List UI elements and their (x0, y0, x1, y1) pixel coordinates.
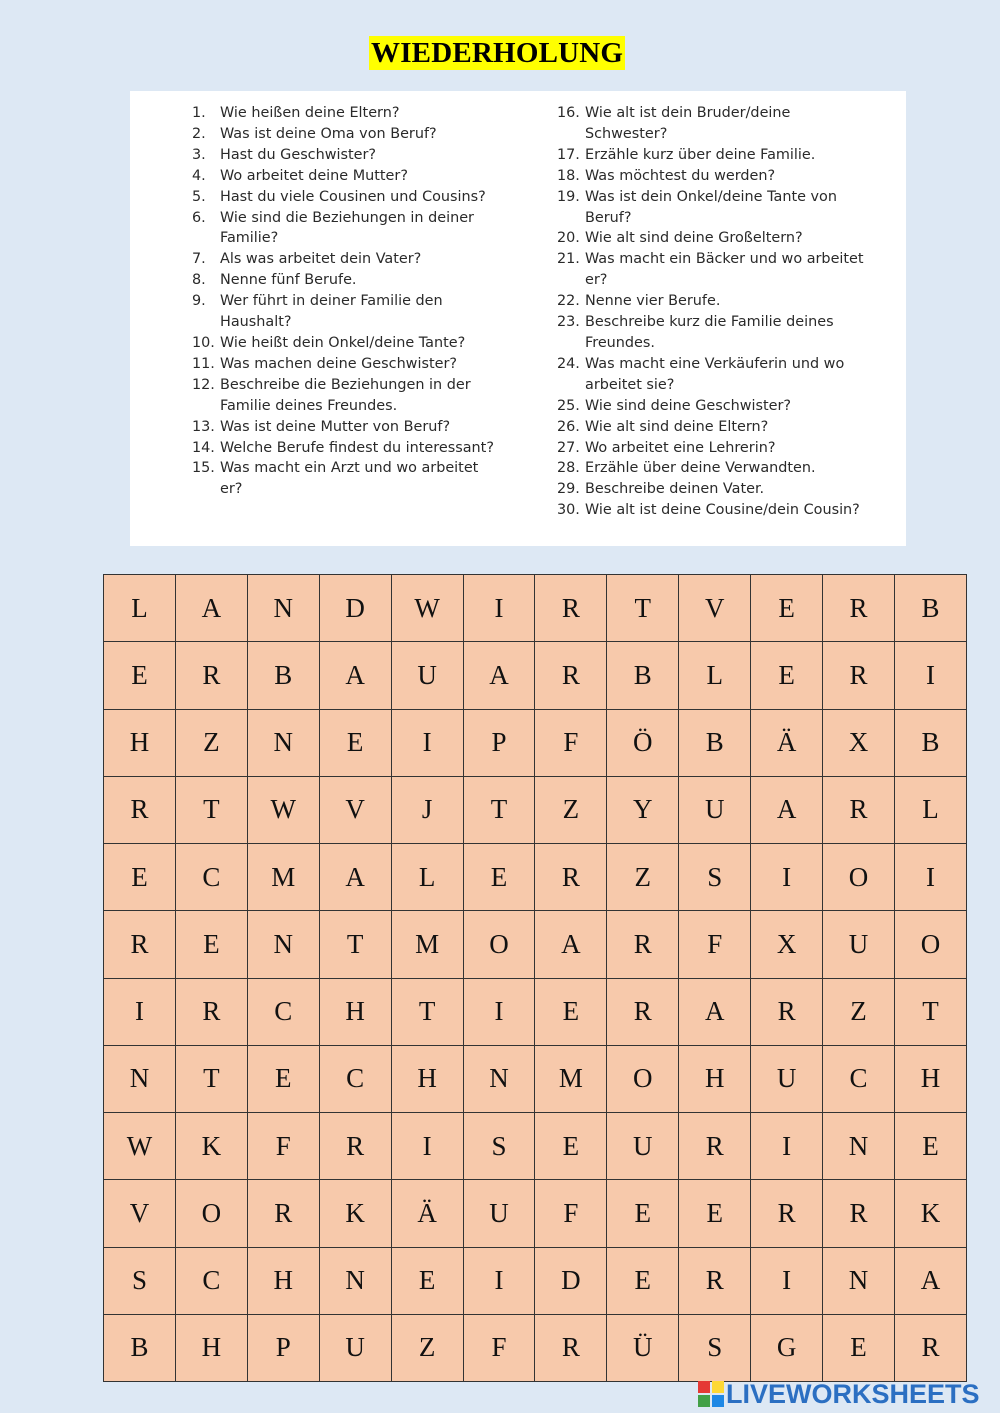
grid-cell[interactable]: E (535, 1113, 607, 1180)
question-text: Wie sind deine Geschwister? (585, 397, 792, 414)
grid-cell[interactable]: A (319, 844, 391, 911)
grid-cell[interactable]: R (607, 911, 679, 978)
grid-cell[interactable]: H (391, 1045, 463, 1112)
grid-cell[interactable]: A (319, 642, 391, 709)
question-text: Beschreibe kurz die Familie deines Freundes. (585, 314, 834, 351)
question-number: 4. (192, 167, 206, 184)
question-number: 25. (557, 397, 580, 414)
grid-cell[interactable]: U (751, 1045, 823, 1112)
grid-cell[interactable]: N (247, 575, 319, 642)
grid-row (104, 1314, 967, 1381)
grid-cell[interactable]: F (535, 1180, 607, 1247)
question-number: 17. (557, 146, 580, 163)
question-text: Was macht ein Bäcker und wo arbeitet er? (585, 251, 864, 289)
grid-cell[interactable]: N (823, 1113, 895, 1180)
grid-cell[interactable]: Z (391, 1314, 463, 1381)
grid-cell[interactable]: E (823, 1314, 895, 1381)
question-number: 22. (557, 293, 580, 310)
grid-cell[interactable]: R (104, 776, 176, 843)
question-text: Wie sind die Beziehungen in deiner Familie? (220, 209, 474, 247)
question-number: 29. (557, 481, 580, 498)
grid-cell[interactable]: W (247, 776, 319, 843)
grid-cell[interactable]: C (175, 844, 247, 911)
grid-cell[interactable]: U (319, 1314, 391, 1381)
question-number: 11. (192, 355, 215, 372)
grid-cell[interactable]: S (463, 1113, 535, 1180)
grid-cell[interactable]: C (319, 1045, 391, 1112)
question-item (557, 166, 867, 187)
question-text: Was macht eine Verkäuferin und wo arbeitet sie? (585, 355, 845, 393)
grid-cell[interactable]: U (391, 642, 463, 709)
question-text: Wer führt in deiner Familie den Haushalt? (220, 293, 443, 331)
question-item (192, 145, 502, 166)
grid-cell[interactable]: B (607, 642, 679, 709)
grid-cell[interactable]: M (391, 911, 463, 978)
question-number: 12. (192, 376, 215, 393)
question-number: 26. (557, 418, 580, 435)
grid-cell[interactable]: P (247, 1314, 319, 1381)
question-text: Wo arbeitet deine Mutter? (220, 167, 408, 184)
question-number: 5. (192, 188, 206, 205)
grid-cell[interactable]: E (607, 1247, 679, 1314)
question-text: Erzähle über deine Verwandten. (585, 460, 816, 477)
question-item (192, 333, 502, 354)
page-title: WIEDERHOLUNG (371, 37, 624, 69)
grid-cell[interactable]: N (463, 1045, 535, 1112)
grid-cell[interactable]: H (104, 709, 176, 776)
grid-cell[interactable]: T (175, 776, 247, 843)
grid-cell[interactable]: F (535, 709, 607, 776)
grid-cell[interactable]: I (104, 978, 176, 1045)
grid-cell[interactable]: R (894, 1314, 966, 1381)
grid-cell[interactable]: L (104, 575, 176, 642)
question-text: Erzähle kurz über deine Familie. (585, 146, 816, 163)
grid-cell[interactable]: E (751, 575, 823, 642)
grid-cell[interactable]: E (247, 1045, 319, 1112)
question-item (557, 145, 867, 166)
question-number: 28. (557, 460, 580, 477)
grid-cell[interactable]: A (463, 642, 535, 709)
question-item (192, 166, 502, 187)
grid-cell[interactable]: O (894, 911, 966, 978)
question-item (557, 103, 867, 145)
grid-cell[interactable]: E (104, 844, 176, 911)
grid-cell[interactable]: O (607, 1045, 679, 1112)
grid-cell[interactable]: A (679, 978, 751, 1045)
question-number: 24. (557, 355, 580, 372)
grid-cell[interactable]: D (319, 575, 391, 642)
grid-row (104, 1247, 967, 1314)
grid-cell[interactable]: R (319, 1113, 391, 1180)
grid-cell[interactable]: M (535, 1045, 607, 1112)
grid-cell[interactable]: U (823, 911, 895, 978)
grid-row (104, 1180, 967, 1247)
grid-row (104, 776, 967, 843)
grid-row (104, 911, 967, 978)
question-item (192, 270, 502, 291)
grid-cell[interactable]: R (607, 978, 679, 1045)
grid-cell[interactable]: R (751, 978, 823, 1045)
grid-cell[interactable]: B (104, 1314, 176, 1381)
grid-cell[interactable]: R (823, 575, 895, 642)
grid-cell[interactable]: T (607, 575, 679, 642)
grid-cell[interactable]: N (247, 709, 319, 776)
grid-cell[interactable]: E (391, 1247, 463, 1314)
grid-cell[interactable]: L (679, 642, 751, 709)
grid-cell[interactable]: A (894, 1247, 966, 1314)
question-item (192, 208, 502, 250)
grid-cell[interactable]: Y (607, 776, 679, 843)
grid-cell[interactable]: L (391, 844, 463, 911)
grid-cell[interactable]: V (319, 776, 391, 843)
grid-cell[interactable]: R (823, 1180, 895, 1247)
grid-cell[interactable]: P (463, 709, 535, 776)
question-item (192, 124, 502, 145)
grid-cell[interactable]: H (247, 1247, 319, 1314)
question-text: Wie heißt dein Onkel/deine Tante? (220, 334, 466, 351)
question-text: Was macht ein Arzt und wo arbeitet er? (220, 460, 479, 498)
grid-cell[interactable]: Ä (751, 709, 823, 776)
grid-row (104, 1045, 967, 1112)
grid-cell[interactable]: F (679, 911, 751, 978)
question-column-right (557, 103, 867, 521)
question-item (557, 479, 867, 500)
question-number: 8. (192, 272, 206, 289)
question-text: Hast du Geschwister? (220, 146, 377, 163)
question-text: Wie alt sind deine Eltern? (585, 418, 769, 435)
question-item (192, 103, 502, 124)
grid-cell[interactable]: J (391, 776, 463, 843)
question-item (557, 291, 867, 312)
question-number: 1. (192, 105, 206, 121)
question-text: Wo arbeitet eine Lehrerin? (585, 439, 776, 456)
grid-cell[interactable]: R (535, 642, 607, 709)
question-text: Beschreibe die Beziehungen in der Familie deines Freundes. (220, 376, 471, 414)
question-text: Welche Berufe findest du interessant? (220, 439, 494, 456)
question-item (557, 249, 867, 291)
grid-cell[interactable]: E (607, 1180, 679, 1247)
liveworksheets-wordmark: LIVEWORKSHEETS (726, 1378, 980, 1409)
question-number: 18. (557, 167, 580, 184)
grid-cell[interactable]: K (894, 1180, 966, 1247)
grid-cell[interactable]: R (535, 575, 607, 642)
grid-cell[interactable]: I (751, 1113, 823, 1180)
grid-cell[interactable]: Z (823, 978, 895, 1045)
question-number: 14. (192, 439, 215, 456)
question-item (557, 396, 867, 417)
question-number: 6. (192, 209, 206, 226)
question-item (192, 291, 502, 333)
grid-cell[interactable]: T (463, 776, 535, 843)
grid-cell[interactable]: E (463, 844, 535, 911)
question-text: Wie alt ist deine Cousine/dein Cousin? (585, 502, 860, 519)
grid-cell[interactable]: T (894, 978, 966, 1045)
question-item (192, 438, 502, 459)
grid-cell[interactable]: C (823, 1045, 895, 1112)
grid-row (104, 575, 967, 642)
grid-cell[interactable]: I (391, 1113, 463, 1180)
question-item (557, 187, 867, 229)
grid-cell[interactable]: R (175, 978, 247, 1045)
grid-cell[interactable]: H (894, 1045, 966, 1112)
grid-cell[interactable]: E (319, 709, 391, 776)
grid-cell[interactable]: S (679, 844, 751, 911)
question-number: 3. (192, 146, 206, 163)
grid-cell[interactable]: R (679, 1247, 751, 1314)
grid-cell[interactable]: S (679, 1314, 751, 1381)
grid-cell[interactable]: Z (175, 709, 247, 776)
grid-cell[interactable]: E (679, 1180, 751, 1247)
grid-cell[interactable]: O (175, 1180, 247, 1247)
grid-cell[interactable]: W (391, 575, 463, 642)
grid-cell[interactable]: C (175, 1247, 247, 1314)
question-item (557, 438, 867, 459)
grid-cell[interactable]: B (894, 575, 966, 642)
question-text: Beschreibe deinen Vater. (585, 481, 765, 498)
question-number: 13. (192, 418, 215, 435)
question-item (192, 354, 502, 375)
grid-cell[interactable]: B (894, 709, 966, 776)
grid-cell[interactable]: V (679, 575, 751, 642)
question-number: 10. (192, 334, 215, 351)
question-item (192, 375, 502, 417)
question-column-left (192, 103, 502, 500)
grid-cell[interactable]: X (751, 911, 823, 978)
grid-cell[interactable]: A (175, 575, 247, 642)
grid-cell[interactable]: R (104, 911, 176, 978)
question-number: 9. (192, 293, 206, 310)
grid-cell[interactable]: A (751, 776, 823, 843)
grid-row (104, 844, 967, 911)
question-number: 27. (557, 439, 580, 456)
grid-cell[interactable]: O (463, 911, 535, 978)
grid-cell[interactable]: I (463, 1247, 535, 1314)
grid-cell[interactable]: I (751, 844, 823, 911)
grid-cell[interactable]: F (247, 1113, 319, 1180)
question-item (557, 500, 867, 521)
grid-cell[interactable]: K (319, 1180, 391, 1247)
grid-cell[interactable]: T (319, 911, 391, 978)
grid-cell[interactable]: O (823, 844, 895, 911)
grid-cell[interactable]: X (823, 709, 895, 776)
question-text: Was ist deine Mutter von Beruf? (220, 418, 451, 435)
question-item (557, 228, 867, 249)
question-item (192, 187, 502, 208)
grid-cell[interactable]: D (535, 1247, 607, 1314)
question-number: 15. (192, 460, 215, 477)
grid-cell[interactable]: I (894, 642, 966, 709)
question-number: 23. (557, 314, 580, 331)
question-list (130, 91, 906, 546)
question-item (192, 249, 502, 270)
grid-cell[interactable]: E (535, 978, 607, 1045)
grid-cell[interactable]: U (463, 1180, 535, 1247)
grid-cell[interactable]: T (391, 978, 463, 1045)
question-text: Was ist deine Oma von Beruf? (220, 125, 437, 142)
grid-cell[interactable]: R (175, 642, 247, 709)
grid-cell[interactable]: B (247, 642, 319, 709)
question-item (192, 458, 502, 500)
grid-cell[interactable]: E (894, 1113, 966, 1180)
question-item (557, 417, 867, 438)
grid-cell[interactable]: E (104, 642, 176, 709)
question-text: Hast du viele Cousinen und Cousins? (220, 188, 486, 205)
question-text: Als was arbeitet dein Vater? (220, 251, 422, 268)
grid-cell[interactable]: A (535, 911, 607, 978)
question-text: Wie alt ist dein Bruder/deine Schwester? (585, 105, 791, 142)
grid-cell[interactable]: Ü (607, 1314, 679, 1381)
grid-cell[interactable]: I (751, 1247, 823, 1314)
grid-cell[interactable]: R (751, 1180, 823, 1247)
question-text: Was machen deine Geschwister? (220, 355, 458, 372)
grid-cell[interactable]: R (247, 1180, 319, 1247)
question-number: 16. (557, 105, 580, 121)
question-text: Was ist dein Onkel/deine Tante von Beruf? (585, 188, 837, 226)
grid-cell[interactable]: I (894, 844, 966, 911)
grid-cell[interactable]: R (823, 776, 895, 843)
question-number: 21. (557, 251, 580, 268)
grid-row (104, 978, 967, 1045)
question-number: 30. (557, 502, 580, 519)
grid-cell[interactable]: R (823, 642, 895, 709)
grid-cell[interactable]: E (751, 642, 823, 709)
grid-cell[interactable]: H (679, 1045, 751, 1112)
grid-cell[interactable]: E (175, 911, 247, 978)
question-item (557, 354, 867, 396)
grid-cell[interactable]: U (607, 1113, 679, 1180)
grid-cell[interactable]: Z (607, 844, 679, 911)
liveworksheets-logo[interactable] (698, 1379, 980, 1409)
question-number: 2. (192, 125, 206, 142)
question-number: 19. (557, 188, 580, 205)
grid-cell[interactable]: L (894, 776, 966, 843)
grid-cell[interactable]: C (247, 978, 319, 1045)
grid-cell[interactable]: Ä (391, 1180, 463, 1247)
question-number: 7. (192, 251, 206, 268)
grid-cell[interactable]: R (535, 844, 607, 911)
grid-cell[interactable]: H (319, 978, 391, 1045)
question-text: Was möchtest du werden? (585, 167, 776, 184)
grid-cell[interactable]: R (535, 1314, 607, 1381)
question-number: 20. (557, 230, 580, 247)
grid-cell[interactable]: R (679, 1113, 751, 1180)
grid-cell[interactable]: N (104, 1045, 176, 1112)
question-text: Nenne vier Berufe. (585, 293, 721, 310)
grid-row (104, 709, 967, 776)
grid-cell[interactable]: I (391, 709, 463, 776)
grid-cell[interactable]: F (463, 1314, 535, 1381)
grid-cell[interactable]: G (751, 1314, 823, 1381)
grid-cell[interactable]: I (463, 978, 535, 1045)
grid-cell[interactable]: N (319, 1247, 391, 1314)
grid-cell[interactable]: I (463, 575, 535, 642)
grid-cell[interactable]: H (175, 1314, 247, 1381)
grid-cell[interactable]: Z (535, 776, 607, 843)
grid-cell[interactable]: S (104, 1247, 176, 1314)
grid-cell[interactable]: B (679, 709, 751, 776)
grid-cell[interactable]: U (679, 776, 751, 843)
question-text: Wie heißen deine Eltern? (220, 105, 400, 121)
grid-cell[interactable]: N (823, 1247, 895, 1314)
word-search-grid (103, 574, 967, 1382)
question-text: Wie alt sind deine Großeltern? (585, 230, 803, 247)
grid-cell[interactable]: T (175, 1045, 247, 1112)
grid-cell[interactable]: Ö (607, 709, 679, 776)
grid-cell[interactable]: V (104, 1180, 176, 1247)
grid-cell[interactable]: N (247, 911, 319, 978)
question-item (192, 417, 502, 438)
question-item (557, 458, 867, 479)
grid-row (104, 1113, 967, 1180)
grid-cell[interactable]: K (175, 1113, 247, 1180)
grid-row (104, 642, 967, 709)
grid-cell[interactable]: W (104, 1113, 176, 1180)
question-text: Nenne fünf Berufe. (220, 272, 357, 289)
liveworksheets-logo-icon (698, 1381, 724, 1407)
question-item (557, 312, 867, 354)
grid-cell[interactable]: M (247, 844, 319, 911)
